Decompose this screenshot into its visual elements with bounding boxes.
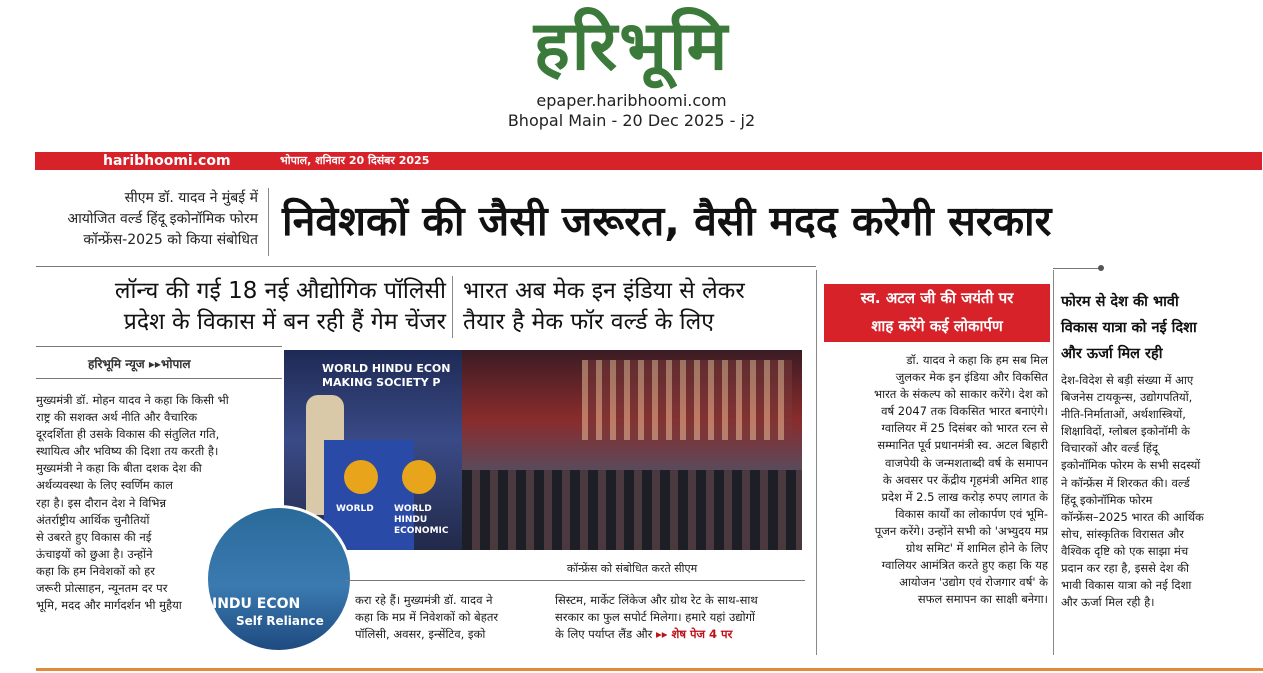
body-line: मुख्यमंत्री डॉ. मोहन यादव ने कहा कि किसी भी xyxy=(36,393,229,407)
banner-line: MAKING SOCIETY P xyxy=(322,376,441,389)
podium-label: WORLD xyxy=(336,504,374,514)
bottom-rule xyxy=(36,668,1263,671)
divider xyxy=(268,188,269,256)
body-line: अर्थव्यवस्था के लिए स्वर्णिम काल xyxy=(36,478,173,493)
body-line: के अवसर पर केंद्रीय गृहमंत्री अमित शाह xyxy=(882,472,1048,487)
main-headline: निवेशकों की जैसी जरूरत, वैसी मदद करेगी सरकार xyxy=(282,197,1052,245)
body-line: नीति-निर्माताओं, अर्थशास्त्रियों, xyxy=(1061,407,1186,422)
bullet-dot-icon xyxy=(1098,265,1104,271)
body-line: भावी विकास यात्रा को नई दिशा xyxy=(1061,578,1192,593)
forum-box-body xyxy=(1061,372,1253,611)
banner-line: WORLD HINDU ECON xyxy=(322,362,451,375)
inset-banner-text: INDU ECON xyxy=(212,596,301,612)
audience-photo xyxy=(462,350,802,550)
body-line: प्रदान कर रहा है, इससे देश की xyxy=(1061,561,1189,576)
body-line: भूमि, मदद और मार्गदर्शन भी मुहैया xyxy=(36,598,182,613)
masthead-logo: हरिभूमि xyxy=(533,7,730,86)
body-line: प्रदेश में 2.5 लाख करोड़ रुपए लागत के xyxy=(881,489,1048,504)
body-line: मुख्यमंत्री ने कहा कि बीता दशक देश की xyxy=(36,461,202,476)
body-line: ने कॉन्फ्रेंस में शिरकत की। वर्ल्ड xyxy=(1061,475,1190,490)
body-line: दूरदर्शिता ही उसके विकास की संतुलित गति, xyxy=(36,427,220,442)
subhead-line: लॉन्च की गई 18 नई औद्योगिक पॉलिसी xyxy=(114,278,446,304)
atal-box-title xyxy=(824,284,1050,342)
subhead-line: भारत अब मेक इन इंडिया से लेकर xyxy=(463,278,745,304)
atal-box-body xyxy=(826,352,1048,608)
body-line: ग्वालियर आमंत्रित करते हुए कहा कि यह xyxy=(881,558,1048,573)
subhead-line: तैयार है मेक फॉर वर्ल्ड के लिए xyxy=(463,309,714,335)
box-title-line: शाह करेंगे कई लोकार्पण xyxy=(871,317,1003,335)
body-line: पूजन करेंगे। उन्होंने सभी को 'अभ्युदय मप्र xyxy=(874,523,1048,538)
body-line: डॉ. यादव ने कहा कि हम सब मिल xyxy=(906,353,1048,367)
ceiling-lights xyxy=(582,360,792,440)
divider xyxy=(36,346,282,347)
box-title-line: फोरम से देश की भावी xyxy=(1061,294,1179,310)
divider xyxy=(36,378,282,379)
body-line: ऊंचाइयों को छुआ है। उन्होंने xyxy=(36,546,153,561)
body-line: और ऊर्जा मिल रही है। xyxy=(1061,595,1155,610)
epaper-url[interactable]: epaper.haribhoomi.com xyxy=(536,91,727,110)
body-line: देश-विदेश से बड़ी संख्या में आए xyxy=(1061,373,1194,387)
body-line: विचारकों और वर्ल्ड हिंदू xyxy=(1061,441,1159,456)
body-line: अंतर्राष्ट्रीय आर्थिक चुनौतियों xyxy=(36,512,150,527)
inset-photo xyxy=(205,505,353,653)
kicker-line: कॉन्फ्रेंस-2025 को किया संबोधित xyxy=(83,232,258,248)
box-title-line: विकास यात्रा को नई दिशा xyxy=(1061,320,1197,336)
body-line: वाजपेयी के जन्मशताब्दी वर्ष के समापन xyxy=(885,455,1048,470)
body-line: ग्रोथ समिट' में शामिल होने के लिए xyxy=(905,541,1048,556)
body-line: रहा है। इस दौरान देश ने विभिन्न xyxy=(36,495,167,510)
photo-caption: कॉन्फ्रेंस को संबोधित करते सीएम xyxy=(566,562,698,575)
podium-label: WORLD HINDU ECONOMIC xyxy=(394,504,449,536)
body-line xyxy=(555,626,805,643)
box-title-line: स्व. अटल जी की जयंती पर xyxy=(860,289,1014,307)
body-line: ग्वालियर में 25 दिसंबर को भारत रत्न से xyxy=(881,421,1048,436)
body-line: कॉन्फ्रेंस–2025 भारत की आर्थिक xyxy=(1061,509,1204,524)
article-body-col2 xyxy=(355,592,535,643)
divider xyxy=(36,266,816,267)
kicker-line: सीएम डॉ. यादव ने मुंबई में xyxy=(124,190,258,206)
emblem-icon xyxy=(344,460,378,494)
body-line: करा रहे हैं। मुख्यमंत्री डॉ. यादव ने xyxy=(355,593,493,607)
divider xyxy=(1053,270,1054,655)
kicker-line: आयोजित वर्ल्ड हिंदू इकोनॉमिक फोरम xyxy=(67,211,258,227)
divider xyxy=(452,276,453,338)
body-line: सिस्टम, मार्केट लिंकेज और ग्रोथ रेट के साथ-साथ xyxy=(555,593,758,607)
body-line: कहा कि मप्र में निवेशकों को बेहतर xyxy=(355,610,499,624)
header-bar xyxy=(35,152,1262,170)
dateline: भोपाल, शनिवार 20 दिसंबर 2025 xyxy=(280,154,430,167)
box-title-line: और ऊर्जा मिल रही xyxy=(1061,346,1163,362)
body-line: जरूरी प्रोत्साहन, न्यूनतम दर पर xyxy=(36,581,168,596)
body-line: विकास कार्यों का लोकार्पण एवं भूमि- xyxy=(895,506,1048,521)
body-line: पॉलिसी, अवसर, इन्सेंटिव, इको xyxy=(355,627,486,641)
body-line: वर्ष 2047 तक विकसित भारत बनाएंगे। xyxy=(881,404,1048,419)
photo-banner-text xyxy=(322,362,462,390)
body-line: सफल समापन का साक्षी बनेगा। xyxy=(917,592,1048,607)
body-line: स्थायित्व और भविष्य की दिशा तय करती है। xyxy=(36,444,219,459)
body-line-text: के लिए पर्याप्त लैंड और xyxy=(555,627,653,641)
audience-crowd xyxy=(462,470,802,550)
body-line: आयोजन 'उद्योग एवं रोजगार वर्ष' के xyxy=(899,575,1048,590)
body-line: शिक्षाविदों, ग्लोबल इकोनॉमी के xyxy=(1061,424,1190,439)
article-body-col3 xyxy=(555,592,805,643)
emblem-icon xyxy=(402,460,436,494)
body-line: कहा कि हम निवेशकों को हर xyxy=(36,563,155,578)
edition-label: Bhopal Main - 20 Dec 2025 - j2 xyxy=(507,111,756,130)
subhead-right xyxy=(463,276,813,338)
body-line: राष्ट्र की सशक्त अर्थ नीति और वैचारिक xyxy=(36,410,198,425)
forum-box-title xyxy=(1061,289,1251,367)
body-line: हिंदू इकोनॉमिक फोरम xyxy=(1061,492,1153,507)
byline: हरिभूमि न्यूज ▸▸भोपाल xyxy=(88,357,191,371)
divider xyxy=(345,580,805,581)
subhead-line: प्रदेश के विकास में बन रही हैं गेम चेंजर xyxy=(123,309,446,335)
continued-link[interactable]: ▸▸ शेष पेज 4 पर xyxy=(655,627,733,641)
subhead-left xyxy=(36,276,446,338)
divider xyxy=(1053,268,1101,269)
inset-banner-text: Self Reliance xyxy=(236,614,324,628)
body-line: सोच, सांस्कृतिक विरासत और xyxy=(1061,526,1184,541)
kicker xyxy=(36,188,258,251)
body-line: जुलकर मेक इन इंडिया और विकसित xyxy=(895,370,1048,385)
site-name[interactable]: haribhoomi.com xyxy=(103,153,231,169)
divider xyxy=(816,270,817,655)
body-line: सरकार का फुल सपोर्ट मिलेगा। हमारे यहां उद्योगों xyxy=(555,610,755,624)
body-line: भारत के संकल्प को साकार करेंगे। देश को xyxy=(874,387,1048,402)
body-line: बिजनेस टायकून्स, उद्योगपतियों, xyxy=(1061,390,1193,405)
body-line: इकोनॉमिक फोरम के सभी सदस्यों xyxy=(1061,458,1201,473)
body-line: से उबरते हुए विकास की नई xyxy=(36,529,152,544)
body-line: सम्मानित पूर्व प्रधानमंत्री स्व. अटल बिहारी xyxy=(877,438,1048,453)
body-line: वैश्विक दृष्टि को एक साझा मंच xyxy=(1061,543,1189,558)
